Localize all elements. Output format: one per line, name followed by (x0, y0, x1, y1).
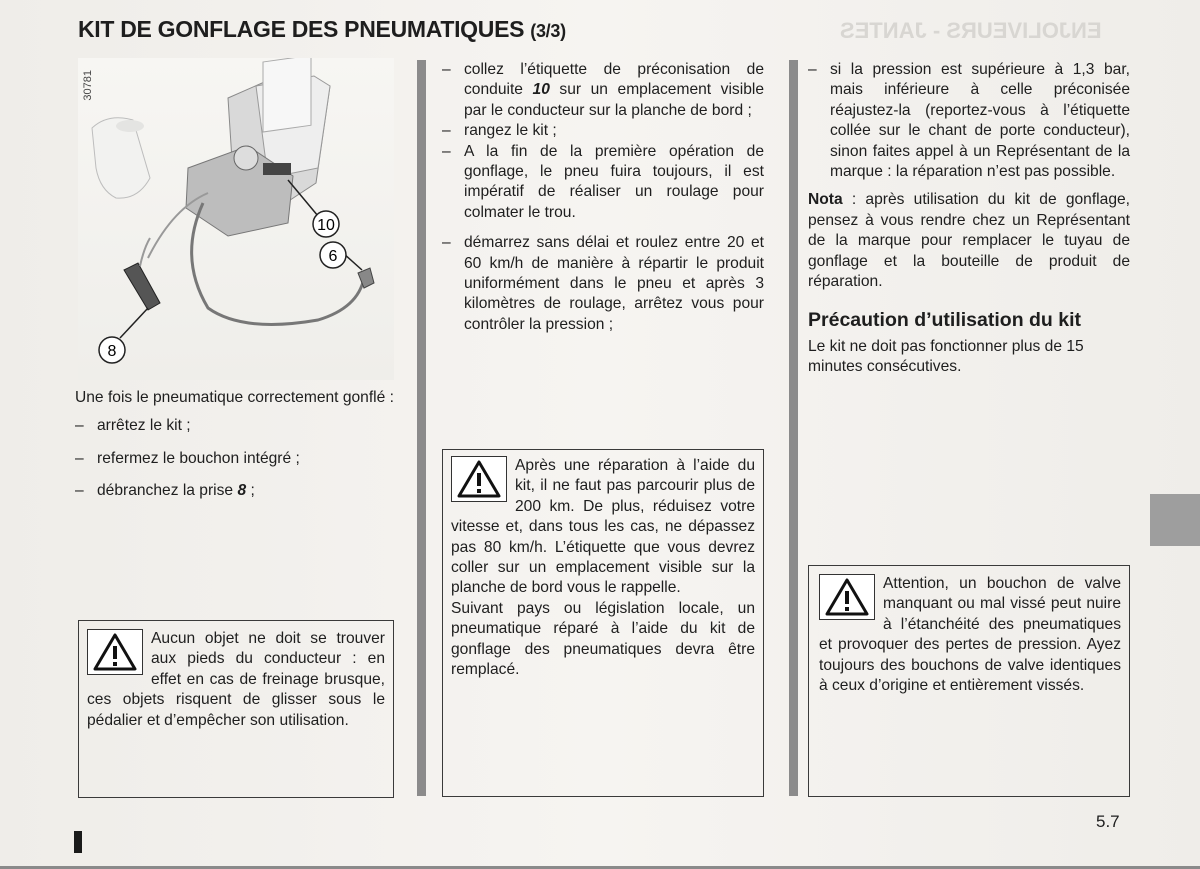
warning-box-pedals (78, 620, 394, 798)
list-item: – débranchez la prise 8 ; (75, 482, 255, 500)
bleed-through-title: ENJOLIVEURS - JANTES (840, 18, 1102, 43)
warning-text-2: Suivant pays ou législation locale, un pneumatique réparé à l’aide du kit de gonflage des pneumatiques devra être remplacé. (451, 599, 755, 679)
list-item: – A la fin de la première opération de gonflage, le pneu fuira toujours, il est impératif de réaliser un roulage pour colmater le trou. (442, 142, 764, 221)
column-separator-left (417, 60, 426, 796)
list-item-text-end: ; (246, 482, 255, 500)
note-paragraph (808, 190, 1130, 292)
list-item-text-end: sur un emplacement visible par le conducteur sur la planche de bord ; (464, 81, 765, 119)
chapter-tab (1150, 494, 1200, 546)
callout-8-label: 8 (107, 343, 117, 360)
list-item-text: refermez le bouchon intégré ; (97, 449, 300, 467)
warning-text: Après une réparation à l’aide du kit, il ne faut pas parcourir plus de 200 km. De plus, réduisez votre vitesse et, dans tous les cas, ne dépassez pas 80 km/h. L’étiquette que vous devrez coller sur un emplacement visible sur la planche de bord vous le rappelle. (451, 457, 755, 597)
column-3-text (808, 60, 1130, 378)
column-2-text (442, 60, 764, 335)
warning-text: Attention, un bouchon de valve manquant ou mal vissé peut nuire à l’étanchéité des pneumatiques et provoquer des pertes de pression. Ayez toujours des bouchons de valve identiques à ceux d’origine et entièrement vissés. (819, 575, 1121, 695)
list-item-text: si la pression est supérieure à 1,3 bar, mais inférieure à celle préconisée réajustez-la (reportez-vous à l’étiquette collée sur le chant de porte conducteur), sinon faites appel à un Représentant de la marque : la réparation n’est pas possible. (830, 61, 1130, 181)
note-text: : après utilisation du kit de gonflage, pensez à vous rendre chez un Représentant de la marque pour remplacer le tuyau de gonflage et la bouteille de produit de réparation. (808, 191, 1130, 291)
page-corner-marker (74, 831, 82, 853)
list-item: – démarrez sans délai et roulez entre 20 et 60 km/h de manière à répartir le produit uniformément dans le pneu et après 3 kilomètres de roulage, arrêtez vous pour contrôler la pression ; (442, 234, 764, 333)
list-item-text: collez l’étiquette de préconisation de conduite (464, 61, 764, 99)
column-separator-right (789, 60, 798, 796)
page-title-part: (3/3) (530, 21, 566, 41)
tire-inflation-kit-illustration (78, 58, 394, 380)
warning-triangle-icon (451, 456, 507, 502)
list-item: – rangez le kit ; (442, 122, 557, 140)
list-item-text: démarrez sans délai et roulez entre 20 et 60 km/h de manière à répartir le produit uniformément dans le pneu et après 3 kilomètres de roulage, arrêtez vous pour contrôler la pression ; (464, 234, 764, 333)
list-item-text: débranchez la prise (97, 482, 238, 500)
note-label: Nota (808, 191, 843, 209)
list-item-text: arrêtez le kit ; (97, 417, 191, 435)
warning-box-speed-limit (442, 449, 764, 797)
intro-text: Une fois le pneumatique correctement gonflé : (75, 389, 394, 406)
warning-triangle-icon (87, 629, 143, 675)
list-item: – si la pression est supérieure à 1,3 bar, mais inférieure à celle préconisée réajustez-la (reportez-vous à l’étiquette collée sur le chant de porte conducteur), sinon faites appel à un Représentant de la marque : la réparation n’est pas possible. (808, 61, 1130, 181)
page-number: 5.7 (1096, 812, 1120, 831)
warning-triangle-icon (819, 574, 875, 620)
list-item: – arrêtez le kit ; (75, 417, 191, 435)
list-item: – collez l’étiquette de préconisation de conduite 10 sur un emplacement visible par le conducteur sur la planche de bord ; (442, 61, 765, 119)
column-1-text (75, 388, 397, 502)
page-title-text: KIT DE GONFLAGE DES PNEUMATIQUES (78, 16, 525, 42)
reference-number: 10 (532, 81, 550, 99)
precaution-text: Le kit ne doit pas fonctionner plus de 15 minutes consécutives. (808, 337, 1084, 376)
figure-reference-number: 30781 (82, 70, 94, 101)
callout-6-label: 6 (328, 248, 338, 265)
warning-box-valve-cap (808, 565, 1130, 797)
warning-text: Aucun objet ne doit se trouver aux pieds du conducteur : en effet en cas de freinage brusque, ces objets risquent de glisser sous le pédalier et d’empêcher son utilisation. (87, 630, 385, 729)
page-title (78, 16, 566, 43)
list-item: – refermez le bouchon intégré ; (75, 449, 300, 467)
list-item-text: A la fin de la première opération de gonflage, le pneu fuira toujours, il est impératif de réaliser un roulage pour colmater le trou. (464, 142, 764, 221)
reference-number: 8 (237, 482, 247, 500)
callout-10-label: 10 (317, 217, 335, 234)
list-item-text: rangez le kit ; (464, 122, 557, 140)
section-heading: Précaution d’utilisation du kit (808, 309, 1082, 332)
kit-drawing (78, 58, 394, 380)
